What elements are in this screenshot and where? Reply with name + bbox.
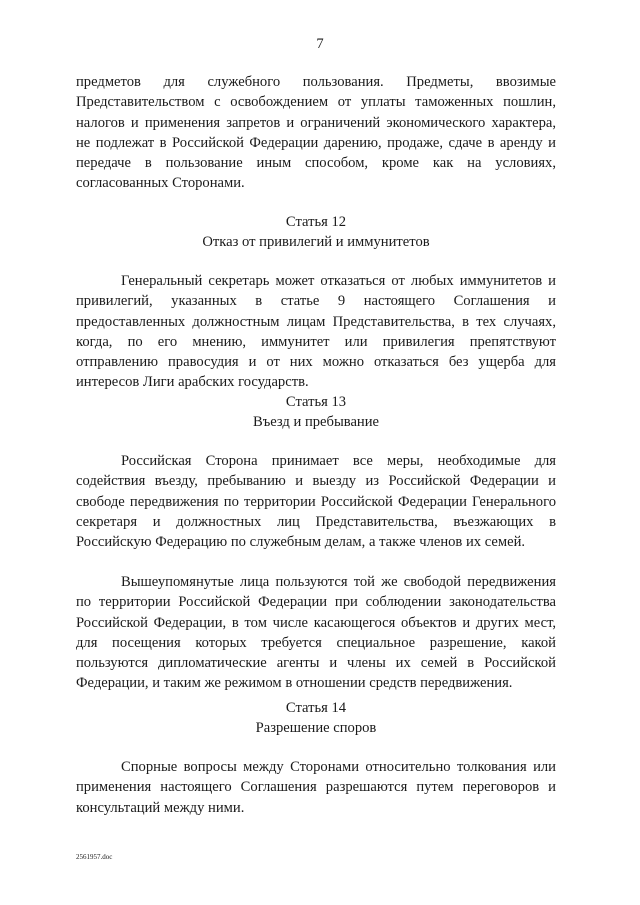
article-12-number: Статья 12: [285, 214, 347, 230]
article-13-title: Въезд и пребывание: [252, 414, 380, 430]
article-12-title: Отказ от привилегий и иммунитетов: [202, 234, 430, 250]
article-13-number: Статья 13: [285, 394, 347, 410]
article-14-title: Разрешение споров: [255, 720, 377, 736]
article-13-paragraph-1: Российская Сторона принимает все меры, необходимые для содействия въезду, пребыванию и выезду из Российской Федерации и свободе передвижения по территории Российской Федерации Генерального секретаря и должностных лиц Представительства, въезжающих в Российскую Федерацию по служебным делам, а также членов их семей.: [76, 453, 556, 551]
article-14-number: Статья 14: [285, 700, 347, 716]
page-number: 7: [316, 36, 324, 52]
article-14-paragraph-1: Спорные вопросы между Сторонами относительно толкования или применения настоящего Соглашения разрешаются путем переговоров и консультаций между ними.: [76, 759, 556, 816]
intro-paragraph: предметов для служебного пользования. Предметы, ввозимые Представительством с освобождением от уплаты таможенных пошлин, налогов и применения запретов и ограничений экономического характера, не подлежат в Российской Федерации дарению, продаже, сдаче в аренду и передаче в пользование иным способом, кроме как на условиях, согласованных Сторонами.: [76, 74, 556, 192]
article-13-paragraph-2: Вышеупомянутые лица пользуются той же свободой передвижения по территории Российской Федерации при соблюдении законодательства Российской Федерации, в том числе касающегося объектов и других мест, для посещения которых требуется специальное разрешение, какой пользуются дипломатические агенты и члены их семей в Российской Федерации, и таким же режимом в отношении средств передвижения.: [76, 574, 556, 692]
article-12-paragraph-1: Генеральный секретарь может отказаться от любых иммунитетов и привилегий, указанных в статье 9 настоящего Соглашения и предоставленных должностным лицам Представительства, в тех случаях, когда, по его мнению, иммунитет или привилегия препятствуют отправлению правосудия и от них можно отказаться без ущерба для интересов Лиги арабских государств.: [76, 273, 556, 391]
footer-document-code: 2561957.doc: [76, 853, 113, 861]
